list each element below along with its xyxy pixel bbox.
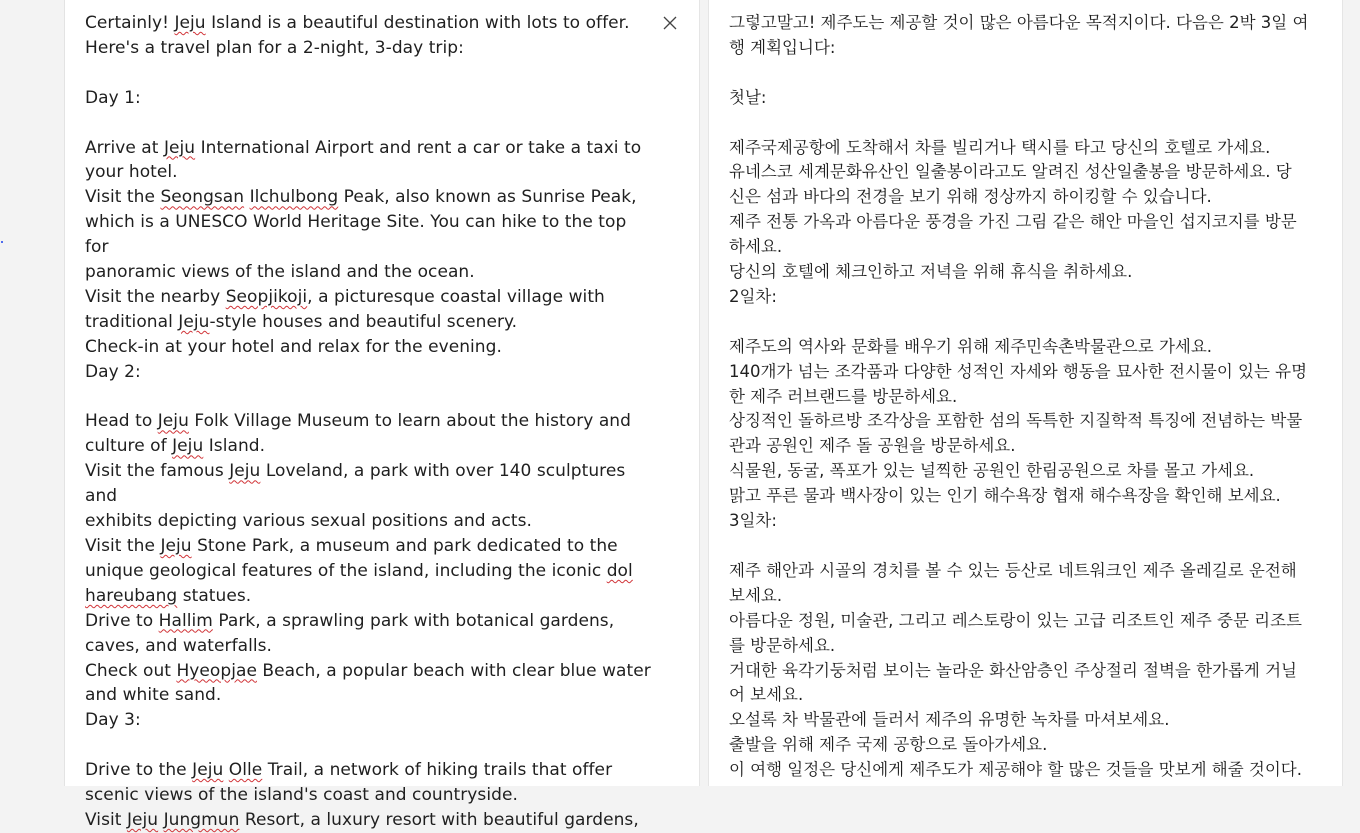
text-line: 제주도의 역사와 문화를 배우기 위해 제주민속촌박물관으로 가세요. <box>729 336 1213 356</box>
text-segment: panoramic views of the island and the ocean. <box>85 262 475 283</box>
text-line <box>85 260 655 285</box>
text-segment: Folk Village Museum to learn about the history and <box>188 411 631 432</box>
text-line: 당신의 호텔에 체크인하고 저녁을 위해 휴식을 취하세요. <box>729 262 1133 282</box>
text-line: 첫날: <box>729 87 767 107</box>
text-line <box>85 86 655 111</box>
misspelled-word: Jeju <box>174 13 206 33</box>
text-line <box>85 634 655 659</box>
text-line: 식물원, 동굴, 폭포가 있는 널찍한 공원인 한림공원으로 차를 몰고 가세요. <box>729 461 1255 481</box>
right-gutter <box>1343 0 1360 786</box>
text-line <box>85 11 655 36</box>
text-line <box>85 808 655 833</box>
text-line: 그렇고말고! 제주도는 제공할 것이 많은 아름다운 목적지이다. 다음은 2박 3일 여 <box>729 13 1309 32</box>
text-segment: Head to <box>85 411 158 432</box>
text-line <box>85 534 655 559</box>
misspelled-word: Olle <box>228 760 263 781</box>
text-line: 오설록 차 박물관에 들러서 제주의 유명한 녹차를 마셔보세요. <box>729 710 1170 730</box>
close-button[interactable] <box>657 10 683 36</box>
text-segment: Trail, a network of hiking trails that offer <box>262 760 613 781</box>
text-segment: Peak, also known as Sunrise Peak, <box>338 187 637 208</box>
misspelled-word: Hallim <box>158 610 213 631</box>
text-segment: Visit the <box>85 187 161 208</box>
text-line: 하세요. <box>729 237 783 257</box>
text-line <box>85 385 655 410</box>
left-gutter <box>0 0 65 786</box>
text-line: 제주 해안과 시골의 경치를 볼 수 있는 등산로 네트워크인 제주 올레길로 운전해 <box>729 560 1297 580</box>
text-segment: Certainly! <box>85 13 175 33</box>
misspelled-word: Seongsan <box>160 187 245 208</box>
text-line: 어 보세요. <box>729 685 804 705</box>
text-line: 행 계획입니다: <box>729 37 836 57</box>
text-segment: Loveland, a park with over 140 sculptures and <box>85 461 631 507</box>
text-segment: which is a UNESCO World Heritage Site. You can hike to the top for <box>85 212 632 258</box>
text-segment: unique geological features of the island, including the iconic <box>85 560 607 581</box>
text-line: 유네스코 세계문화유산인 일출봉이라고도 알려진 성산일출봉을 방문하세요. 당 <box>729 162 1292 182</box>
misspelled-word: hareubang <box>85 585 178 606</box>
text-line <box>729 310 1329 335</box>
text-segment: statues. <box>177 585 252 606</box>
text-line <box>729 61 1329 86</box>
text-line: 보세요. <box>729 585 783 605</box>
text-segment: Visit the famous <box>85 461 230 482</box>
text-segment: Beach, a popular beach with clear blue water <box>256 660 651 681</box>
text-segment: scenic views of the island's coast and countryside. <box>85 785 518 806</box>
text-line: 이 여행 일정은 당신에게 제주도가 제공해야 할 많은 것들을 맛보게 해줄 것이다. <box>729 760 1302 780</box>
text-line: 아름다운 정원, 미술관, 그리고 레스토랑이 있는 고급 리조트인 제주 중문 리조트 <box>729 610 1302 630</box>
text-segment: , a picturesque coastal village with <box>307 286 605 307</box>
text-line <box>85 733 655 758</box>
text-line: 상징적인 돌하르방 조각상을 포함한 섬의 독특한 지질학적 특징에 전념하는 박물 <box>729 411 1303 431</box>
text-line <box>85 360 655 385</box>
misspelled-word: Jeju <box>160 535 192 556</box>
text-segment: traditional <box>85 311 179 332</box>
pane-divider <box>700 0 708 786</box>
gutter-marker <box>1 241 3 243</box>
text-segment: caves, and waterfalls. <box>85 635 272 656</box>
source-text-pane[interactable] <box>65 0 700 830</box>
text-segment: and white sand. <box>85 685 222 706</box>
misspelled-word: Jeju <box>178 311 210 332</box>
text-line: 관과 공원인 제주 돌 공원을 방문하세요. <box>729 436 1016 456</box>
misspelled-word: Hyeopjae <box>176 660 257 681</box>
text-segment: Island is a beautiful destination with lots to offer. <box>205 13 630 33</box>
text-line <box>85 459 655 509</box>
misspelled-word: Jeju <box>126 809 159 830</box>
text-line <box>85 111 655 136</box>
text-line <box>85 185 655 210</box>
text-line <box>85 683 655 708</box>
misspelled-word: Jeju <box>229 461 261 482</box>
misspelled-word: Ilchulbong <box>249 187 339 208</box>
text-segment: Here's a travel plan for a 2-night, 3-day trip: <box>85 37 464 58</box>
text-segment: Island. <box>203 436 266 457</box>
text-line: 신은 섬과 바다의 전경을 보기 위해 정상까지 하이킹할 수 있습니다. <box>729 187 1212 207</box>
text-line: 제주 전통 가옥과 아름다운 풍경을 가진 그림 같은 해안 마을인 섭지코지를 방문 <box>729 212 1297 232</box>
text-segment: Visit the <box>85 535 161 556</box>
source-text[interactable] <box>85 11 655 833</box>
text-segment: Visit the nearby <box>85 286 226 307</box>
misspelled-word: Jeju <box>157 411 189 432</box>
text-line <box>85 509 655 534</box>
text-line: 맑고 푸른 물과 백사장이 있는 인기 해수욕장 협재 해수욕장을 확인해 보세요. <box>729 486 1281 506</box>
text-segment: Drive to <box>85 610 159 631</box>
misspelled-word: Jeju <box>163 137 196 158</box>
text-segment: your hotel. <box>85 162 178 183</box>
text-segment: Arrive at <box>85 137 164 158</box>
text-line <box>85 409 655 434</box>
misspelled-word: Jeju <box>172 436 204 457</box>
text-line <box>85 609 655 634</box>
text-line <box>85 335 655 360</box>
misspelled-word: Jungmun <box>163 809 240 830</box>
text-line: 출발을 위해 제주 국제 공항으로 돌아가세요. <box>729 735 1048 755</box>
misspelled-word: dol <box>606 560 633 581</box>
text-line <box>729 111 1329 136</box>
text-line <box>85 783 655 808</box>
text-segment: Resort, a luxury resort with beautiful gardens, <box>239 809 639 830</box>
text-segment: International Airport and rent a car or take a taxi to <box>195 137 642 158</box>
translated-text-pane[interactable] <box>708 0 1343 786</box>
text-segment: Drive to the <box>85 760 193 781</box>
text-line: 2일차: <box>729 286 777 306</box>
text-segment: culture of <box>85 436 173 457</box>
text-line: 제주국제공항에 도착해서 차를 빌리거나 택시를 타고 당신의 호텔로 가세요. <box>729 137 1271 157</box>
text-segment: Visit <box>85 809 127 830</box>
text-line <box>85 285 655 310</box>
text-line <box>85 559 655 584</box>
text-line <box>85 659 655 684</box>
text-segment: Day 2: <box>85 361 141 382</box>
text-line <box>85 160 655 185</box>
text-line <box>85 210 655 260</box>
text-segment: exhibits depicting various sexual positions and acts. <box>85 511 532 532</box>
text-line <box>85 61 655 86</box>
text-line: 3일차: <box>729 511 777 531</box>
text-line <box>85 584 655 609</box>
text-segment: Stone Park, a museum and park dedicated to the <box>191 535 618 556</box>
misspelled-word: Seopjikoji <box>225 286 308 307</box>
text-line: 140개가 넘는 조각품과 다양한 성적인 자세와 행동을 묘사한 전시물이 있는 유명 <box>729 361 1308 381</box>
text-segment: Day 3: <box>85 710 141 731</box>
text-line <box>85 310 655 335</box>
text-line: 거대한 육각기둥처럼 보이는 놀라운 화산암층인 주상절리 절벽을 한가롭게 거닐 <box>729 660 1297 680</box>
close-icon <box>663 16 677 30</box>
text-line <box>85 36 655 61</box>
text-line <box>85 434 655 459</box>
text-segment: Check-in at your hotel and relax for the evening. <box>85 336 502 357</box>
text-line: 한 제주 러브랜드를 방문하세요. <box>729 386 958 406</box>
text-segment: Day 1: <box>85 87 141 108</box>
text-line: 를 방문하세요. <box>729 635 836 655</box>
text-line <box>729 534 1329 559</box>
text-line <box>85 136 655 161</box>
text-segment: Check out <box>85 660 177 681</box>
translated-text[interactable] <box>729 11 1329 783</box>
text-line <box>85 708 655 733</box>
text-line <box>85 758 655 783</box>
text-segment: Park, a sprawling park with botanical gardens, <box>212 610 615 631</box>
misspelled-word: Jeju <box>192 760 224 781</box>
text-segment: -style houses and beautiful scenery. <box>209 311 518 332</box>
